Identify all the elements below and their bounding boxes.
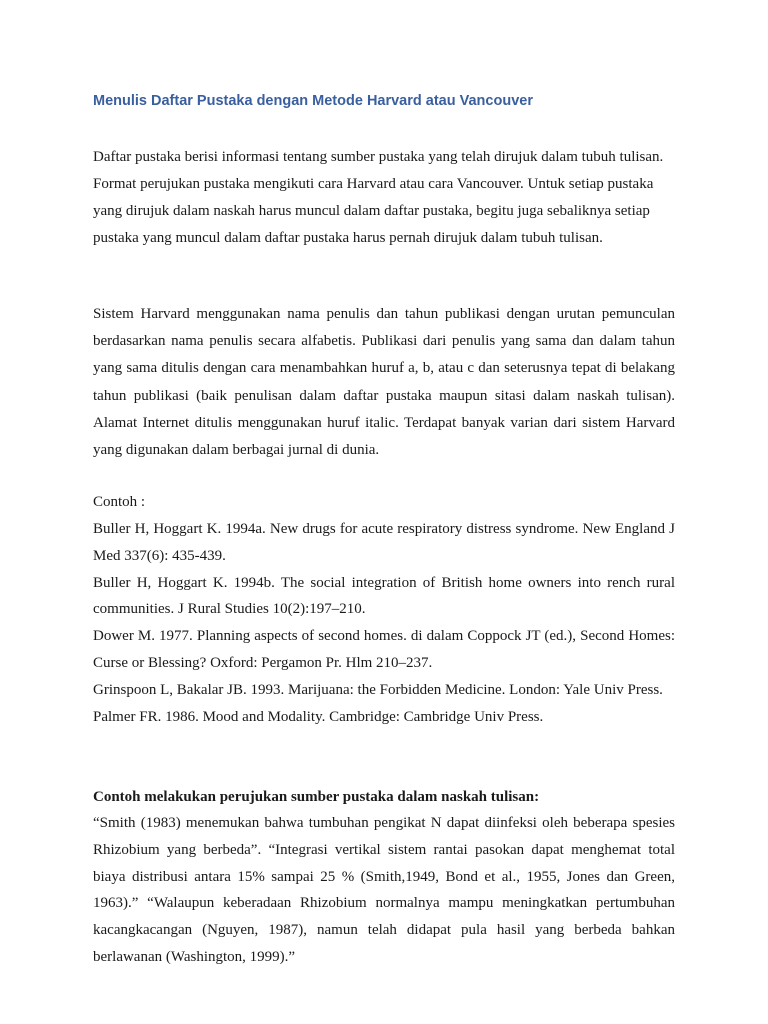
reference-item: Dower M. 1977. Planning aspects of second homes. di dalam Coppock JT (ed.), Second Homes: Curse or Blessing? Oxford: Pergamon Pr. Hlm 210–237. [93, 628, 675, 671]
citation-example-heading: Contoh melakukan perujukan sumber pustaka dalam naskah tulisan: [93, 789, 540, 805]
reference-item: Buller H, Hoggart K. 1994a. New drugs for acute respiratory distress syndrome. New England J Med 337(6): 435-439. [93, 521, 675, 564]
harvard-system-paragraph: Sistem Harvard menggunakan nama penulis dan tahun publikasi dengan urutan pemunculan berdasarkan nama penulis secara alfabetis. Publikasi dari penulis yang sama dan dalam tahun yang sama ditulis dengan cara menambahkan huruf a, b, atau c dan seterusnya tepat di belakang tahun publikasi (baik penulisan dalam daftar pustaka maupun sitasi dalam naskah tulisan). Alamat Internet ditulis menggunakan huruf italic. Terdapat banyak varian dari sistem Harvard yang digunakan dalam berbagai jurnal di dunia. [93, 306, 675, 459]
reference-item: Palmer FR. 1986. Mood and Modality. Cambridge: Cambridge Univ Press. [93, 708, 544, 725]
reference-item: Buller H, Hoggart K. 1994b. The social integration of British home owners into rench rural communities. J Rural Studies 10(2):197–210. [93, 574, 675, 618]
page-title: Menulis Daftar Pustaka dengan Metode Harvard atau Vancouver [93, 93, 533, 109]
reference-list [93, 516, 675, 730]
reference-item: Grinspoon L, Bakalar JB. 1993. Marijuana: the Forbidden Medicine. London: Yale Univ Press. [93, 681, 663, 698]
intro-paragraph: Daftar pustaka berisi informasi tentang sumber pustaka yang telah dirujuk dalam tubuh tulisan. Format perujukan pustaka mengikuti cara Harvard atau cara Vancouver. Untuk setiap pustaka yang dirujuk dalam naskah harus muncul dalam daftar pustaka, begitu juga sebaliknya setiap pustaka yang muncul dalam daftar pustaka harus pernah dirujuk dalam tubuh tulisan. [93, 149, 664, 246]
citation-example-quote: “Smith (1983) menemukan bahwa tumbuhan pengikat N dapat diinfeksi oleh beberapa spesies Rhizobium yang berbeda”. “Integrasi vertikal sistem rantai pasokan dapat menghemat total biaya distribusi antara 15% sampai 25 % (Smith,1949, Bond et al., 1955, Jones dan Green, 1963).” “Walaupun keberadaan Rhizobium normalnya mampu meningkatkan pertumbuhan kacangkacangan (Nguyen, 1987), namun telah didapat pula hasil yang berbeda bahkan berlawanan (Washington, 1999).” [93, 815, 675, 965]
example-label: Contoh : [93, 494, 146, 510]
